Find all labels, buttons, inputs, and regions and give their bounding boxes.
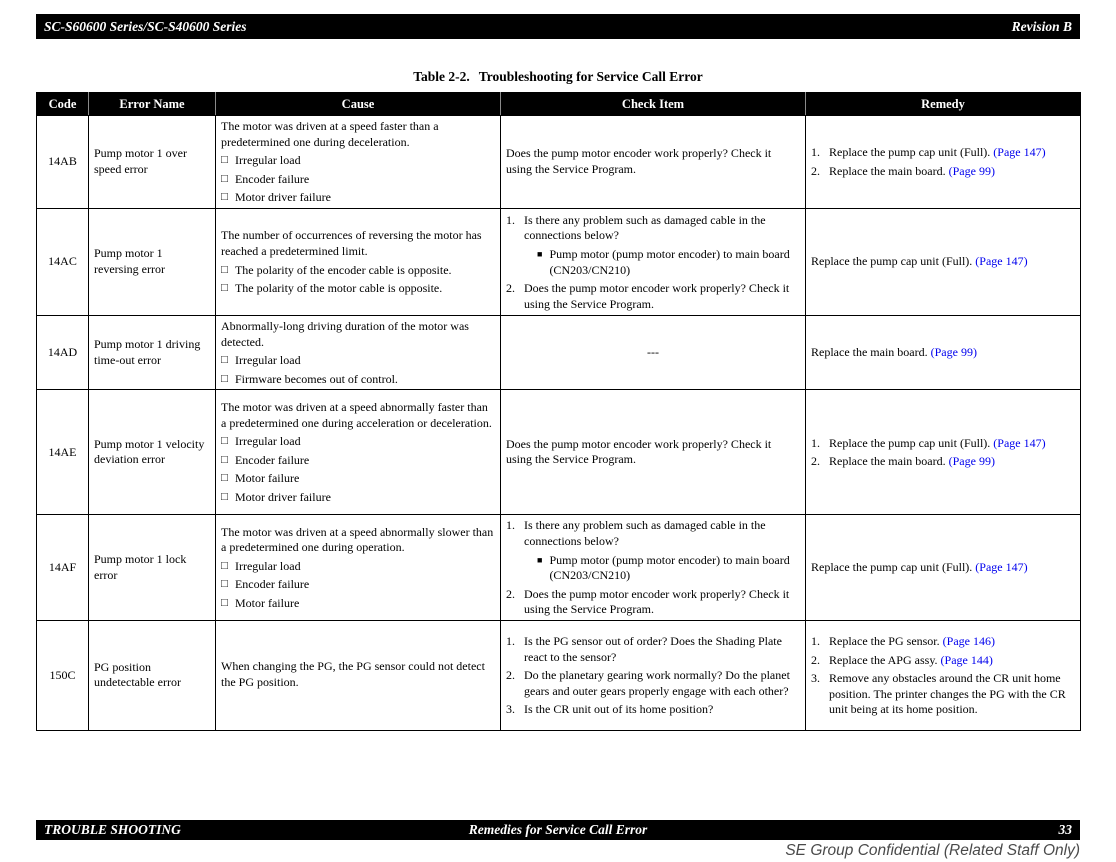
page-footer-bar [36, 820, 1080, 840]
checkbox-icon: □ [221, 472, 228, 485]
cause-cell [216, 390, 501, 515]
item-number: 1. [506, 212, 515, 227]
check-item-cell [501, 515, 806, 621]
col-header-cause: Cause [216, 93, 501, 116]
checkbox-icon: □ [221, 372, 228, 385]
checkbox-icon: □ [221, 453, 228, 466]
table-row [37, 116, 1081, 209]
item-body [524, 518, 800, 583]
table-title [0, 69, 1116, 85]
cause-intro: The motor was driven at a speed abnormally slower than a predetermined one during operation. [221, 524, 494, 555]
table-row [37, 620, 1081, 730]
page-link[interactable]: (Page 146) [939, 633, 995, 648]
table-header-row [37, 93, 1081, 116]
col-header-check-item: Check Item [501, 93, 806, 116]
item-body [524, 702, 713, 718]
cause-cell [216, 316, 501, 390]
table-title-text: Troubleshooting for Service Call Error [478, 69, 703, 84]
page-link[interactable]: (Page 147) [990, 145, 1046, 160]
checklist-label: Encoder failure [234, 577, 310, 592]
item-body [524, 587, 800, 618]
check-numbered-item [506, 634, 800, 665]
remedy-numbered-item [811, 653, 1075, 669]
code-cell: 14AC [37, 209, 89, 316]
item-text: Do the planetary gearing work normally? Do the planet gears and outer gears properly engage with each other? [524, 668, 790, 698]
table-body [37, 116, 1081, 731]
item-number: 1. [811, 435, 820, 450]
page-link[interactable]: (Page 147) [972, 254, 1028, 269]
table-row [37, 390, 1081, 515]
cause-checklist-item [221, 172, 495, 188]
check-item-cell [501, 209, 806, 316]
check-numbered-item [506, 587, 800, 618]
footer-chapter-label: Remedies for Service Call Error [468, 822, 648, 837]
item-text: Does the pump motor encoder work properly? Check it using the Service Program. [524, 281, 790, 311]
checklist-label: Encoder failure [234, 171, 310, 186]
footer-page-number: 33 [1058, 822, 1072, 837]
error-name-cell: Pump motor 1 driving time-out error [89, 316, 216, 390]
remedy-text: Replace the pump cap unit (Full). (Page 147) [811, 559, 1028, 574]
cause-checklist-item [221, 490, 495, 506]
remedy-numbered-item [811, 164, 1075, 180]
remedy-numbered-item [811, 454, 1075, 470]
item-text: Is there any problem such as damaged cable in the connections below? [524, 518, 766, 548]
item-text: Remove any obstacles around the CR unit home position. The printer changes the PG with the CR unit being at its home position. [829, 671, 1066, 717]
check-item-cell [501, 116, 806, 209]
remedy-text: Replace the pump cap unit (Full). (Page 147) [811, 254, 1028, 269]
item-text: Replace the pump cap unit (Full). (Page 147) [829, 145, 1046, 160]
check-numbered-item [506, 702, 800, 718]
remedy-numbered-item [811, 145, 1075, 161]
header-model-title: SC-S60600 Series/SC-S40600 Series [44, 18, 247, 34]
checklist-label: Irregular load [234, 153, 301, 168]
checkbox-icon: □ [221, 491, 228, 504]
remedy-text: Replace the main board. (Page 99) [811, 344, 977, 359]
item-number: 2. [506, 586, 515, 601]
item-text: Replace the main board. (Page 99) [829, 454, 995, 469]
cause-checklist-item [221, 577, 495, 593]
page-link[interactable]: (Page 99) [945, 164, 995, 178]
checkbox-icon: □ [221, 354, 228, 367]
item-number: 3. [506, 702, 515, 717]
page-link[interactable]: (Page 99) [945, 454, 995, 469]
item-number: 3. [811, 671, 820, 686]
cause-cell [216, 620, 501, 730]
bullet-icon: ■ [537, 248, 543, 259]
item-text: Replace the PG sensor. (Page 146) [829, 633, 995, 648]
item-body [524, 668, 800, 699]
check-text: Does the pump motor encoder work properly? Check it using the Service Program. [506, 146, 772, 176]
checkbox-icon: □ [221, 172, 228, 185]
item-text: Replace the APG assy. (Page 144) [829, 652, 993, 667]
remedy-cell [806, 515, 1081, 621]
remedy-numbered-item [811, 436, 1075, 452]
cause-checklist-item [221, 559, 495, 575]
col-header-error-name: Error Name [89, 93, 216, 116]
cause-checklist-item [221, 190, 495, 206]
item-text: Replace the main board. (Page 99) [829, 164, 995, 178]
page-header-bar [36, 14, 1080, 39]
item-text: Does the pump motor encoder work properly? Check it using the Service Program. [524, 586, 790, 617]
code-cell: 14AF [37, 515, 89, 621]
item-text: Is the CR unit out of its home position? [524, 702, 714, 717]
col-header-code: Code [37, 93, 89, 116]
checklist-label: Motor failure [234, 471, 300, 486]
check-sub-bullet [537, 553, 800, 584]
checklist-label: Irregular load [234, 558, 301, 573]
cause-checklist-item [221, 153, 495, 169]
item-body [524, 634, 800, 665]
checklist-label: The polarity of the motor cable is opposite. [234, 281, 443, 296]
item-text: Replace the pump cap unit (Full). (Page 147) [829, 435, 1046, 450]
page-link[interactable]: (Page 99) [927, 344, 977, 359]
item-number: 1. [506, 518, 515, 533]
checklist-label: The polarity of the encoder cable is opposite. [234, 262, 452, 277]
code-cell: 14AD [37, 316, 89, 390]
item-number: 2. [506, 281, 515, 296]
error-name-cell: Pump motor 1 lock error [89, 515, 216, 621]
check-numbered-item [506, 213, 800, 278]
cause-checklist-item [221, 434, 495, 450]
check-numbered-item [506, 518, 800, 583]
cause-intro: The motor was driven at a speed abnormally faster than a predetermined one during acceleration or deceleration. [221, 400, 492, 430]
cause-cell [216, 116, 501, 209]
page-link[interactable]: (Page 144) [937, 652, 993, 667]
code-cell: 14AE [37, 390, 89, 515]
item-number: 2. [811, 164, 820, 178]
remedy-cell [806, 620, 1081, 730]
check-item-cell [501, 390, 806, 515]
table-row [37, 316, 1081, 390]
bullet-text: Pump motor (pump motor encoder) to main board (CN203/CN210) [549, 246, 790, 277]
footer-section-label: TROUBLE SHOOTING [44, 822, 181, 837]
checklist-label: Encoder failure [234, 452, 310, 467]
item-number: 2. [811, 652, 820, 667]
checklist-label: Motor failure [234, 596, 300, 611]
troubleshooting-table [36, 92, 1081, 731]
cause-cell [216, 515, 501, 621]
remedy-cell [806, 209, 1081, 316]
checklist-label: Firmware becomes out of control. [234, 371, 398, 386]
error-name-cell: Pump motor 1 velocity deviation error [89, 390, 216, 515]
remedy-numbered-item [811, 634, 1075, 650]
item-body [524, 281, 800, 312]
check-text: Does the pump motor encoder work properly? Check it using the Service Program. [506, 436, 772, 467]
checklist-label: Motor driver failure [234, 490, 331, 505]
cause-intro: Abnormally-long driving duration of the motor was detected. [221, 319, 469, 349]
cause-checklist-item [221, 372, 495, 388]
code-cell: 150C [37, 620, 89, 730]
cause-cell [216, 209, 501, 316]
item-number: 2. [811, 454, 820, 469]
code-cell: 14AB [37, 116, 89, 209]
item-number: 1. [811, 145, 820, 160]
checkbox-icon: □ [221, 597, 228, 610]
remedy-cell [806, 116, 1081, 209]
page-link[interactable]: (Page 147) [972, 559, 1028, 574]
error-name-cell: Pump motor 1 reversing error [89, 209, 216, 316]
checklist-label: Motor driver failure [234, 190, 331, 205]
checklist-label: Irregular load [234, 353, 301, 368]
checkbox-icon: □ [221, 435, 228, 448]
cause-intro: The number of occurrences of reversing the motor has reached a predetermined limit. [221, 228, 482, 258]
confidential-notice: SE Group Confidential (Related Staff Only) [785, 842, 1080, 859]
checkbox-icon: □ [221, 282, 228, 295]
cause-intro: The motor was driven at a speed faster than a predetermined one during deceleration. [221, 119, 439, 149]
cause-checklist-item [221, 353, 495, 369]
check-numbered-item [506, 668, 800, 699]
item-body [524, 213, 800, 278]
cause-checklist-item [221, 596, 495, 612]
remedy-cell [806, 316, 1081, 390]
bullet-icon: ■ [537, 554, 543, 565]
header-revision: Revision B [1011, 18, 1072, 34]
checkbox-icon: □ [221, 191, 228, 204]
remedy-numbered-item [811, 671, 1075, 718]
checkbox-icon: □ [221, 559, 228, 572]
cause-checklist-item [221, 471, 495, 487]
checkbox-icon: □ [221, 578, 228, 591]
check-empty-dashes: --- [647, 344, 659, 359]
checkbox-icon: □ [221, 263, 228, 276]
item-number: 1. [506, 633, 515, 648]
check-sub-bullet [537, 247, 800, 278]
item-text: Is there any problem such as damaged cable in the connections below? [524, 212, 766, 243]
item-text: Is the PG sensor out of order? Does the Shading Plate react to the sensor? [524, 633, 782, 664]
checkbox-icon: □ [221, 154, 228, 167]
error-name-cell: PG position undetectable error [89, 620, 216, 730]
table-row [37, 515, 1081, 621]
cause-intro: When changing the PG, the PG sensor could not detect the PG position. [221, 659, 485, 689]
page-link[interactable]: (Page 147) [990, 435, 1046, 450]
item-number: 1. [811, 633, 820, 648]
error-name-cell: Pump motor 1 over speed error [89, 116, 216, 209]
table-row [37, 209, 1081, 316]
item-number: 2. [506, 668, 515, 683]
check-numbered-item [506, 281, 800, 312]
checklist-label: Irregular load [234, 434, 301, 449]
cause-checklist-item [221, 263, 495, 279]
remedy-cell [806, 390, 1081, 515]
table-title-label: Table 2-2. [413, 69, 470, 84]
bullet-text: Pump motor (pump motor encoder) to main board (CN203/CN210) [549, 552, 790, 583]
cause-checklist-item [221, 281, 495, 297]
col-header-remedy: Remedy [806, 93, 1081, 116]
cause-checklist-item [221, 453, 495, 469]
check-item-cell [501, 316, 806, 390]
check-item-cell [501, 620, 806, 730]
